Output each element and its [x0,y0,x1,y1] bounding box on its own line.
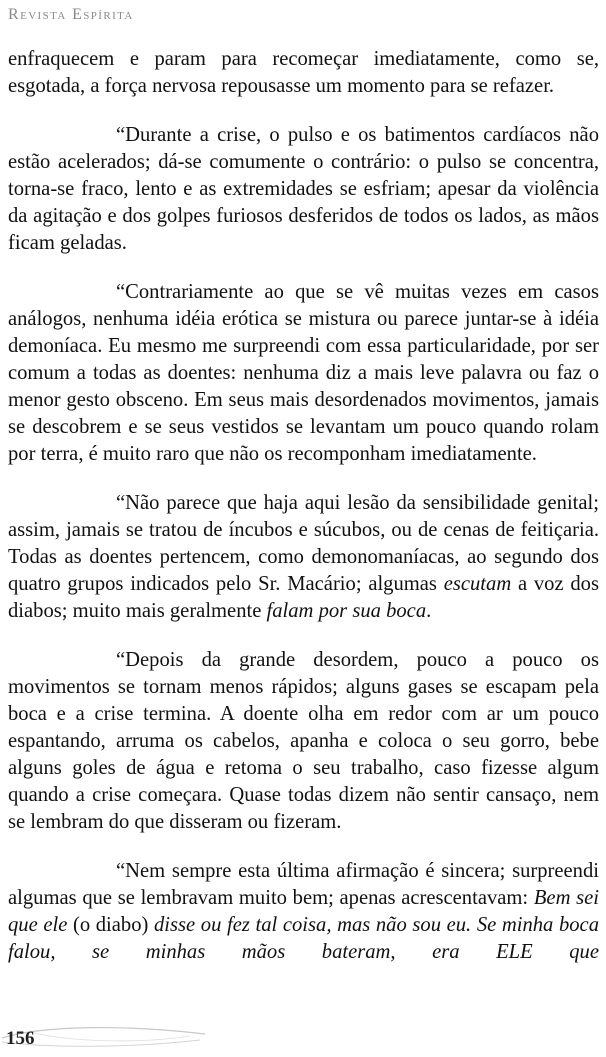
paragraph-1 [8,46,599,100]
text-segment: a voz dos diabos; muito mais geralmente [8,573,599,622]
text-segment: “Contrariamente ao que se vê muitas vezes em casos análogos, nenhuma idéia erótica se mistura ou parece juntar-se à idéia demoníaca. Eu mesmo me surpreendi com essa particularidade, por ser comum a todas as doentes: nenhuma diz a mais leve palavra ou faz o menor gesto obsceno. Em seus mais desordenados movimentos, jamais se descobrem e se seus vestidos se levantam um pouco quando rolam por terra, é muito raro que não os recomponham imediatamente. [8,281,599,465]
body-text [8,46,599,966]
italic-segment: disse ou fez tal coisa, mas não sou eu. Se minha boca falou, se minhas mãos bateram, era ELE que [8,914,599,963]
text-segment: . [426,600,432,622]
text-segment: “Nem sempre esta última afirmação é sincera; surpreendi algumas que se lembravam muito bem; apenas acrescentavam: [8,860,599,909]
text-segment: “Não parece que haja aqui lesão da sensibilidade genital; assim, jamais se tratou de íncubos e súcubos, ou de cenas de feitiçaria. Todas as doentes pertencem, como demonomaníacas, ao segundo dos quatro grupos indicados pelo Sr. Macário; algumas [8,492,599,595]
italic-segment: Bem sei que ele [8,887,600,936]
text-segment: (o diabo) [67,914,154,936]
page-number: 156 [6,1028,35,1049]
text-segment: enfraquecem e param para recomeçar imediatamente, como se, esgotada, a força nervosa repousasse um momento para se refazer. [8,48,599,97]
paragraph-6 [8,858,599,966]
paragraph-3 [8,279,599,468]
text-segment: “Depois da grande desordem, pouco a pouco os movimentos se tornam menos rápidos; alguns gases se escapam pela boca e a crise termina. A doente olha em redor com ar um pouco espantando, arruma os cabelos, apanha e coloca o seu gorro, bebe alguns goles de água e retoma o seu trabalho, caso fizesse algum quando a crise começara. Quase todas dizem não sentir cansaço, nem se lembram do que disseram ou fizeram. [8,649,599,833]
italic-segment: falam por sua boca [266,600,427,622]
paragraph-4 [8,490,599,625]
paragraph-5 [8,647,599,836]
text-segment: “Durante a crise, o pulso e os batimentos cardíacos não estão acelerados; dá-se comumente o contrário: o pulso se concentra, torna-se fraco, lento e as extremidades se esfriam; apesar da violência da agitação e dos golpes furiosos desferidos de todos os lados, as mãos ficam geladas. [8,124,599,254]
paragraph-2 [8,122,599,257]
italic-segment: escutam [443,573,512,595]
running-header: Revista Espírita [8,6,134,23]
